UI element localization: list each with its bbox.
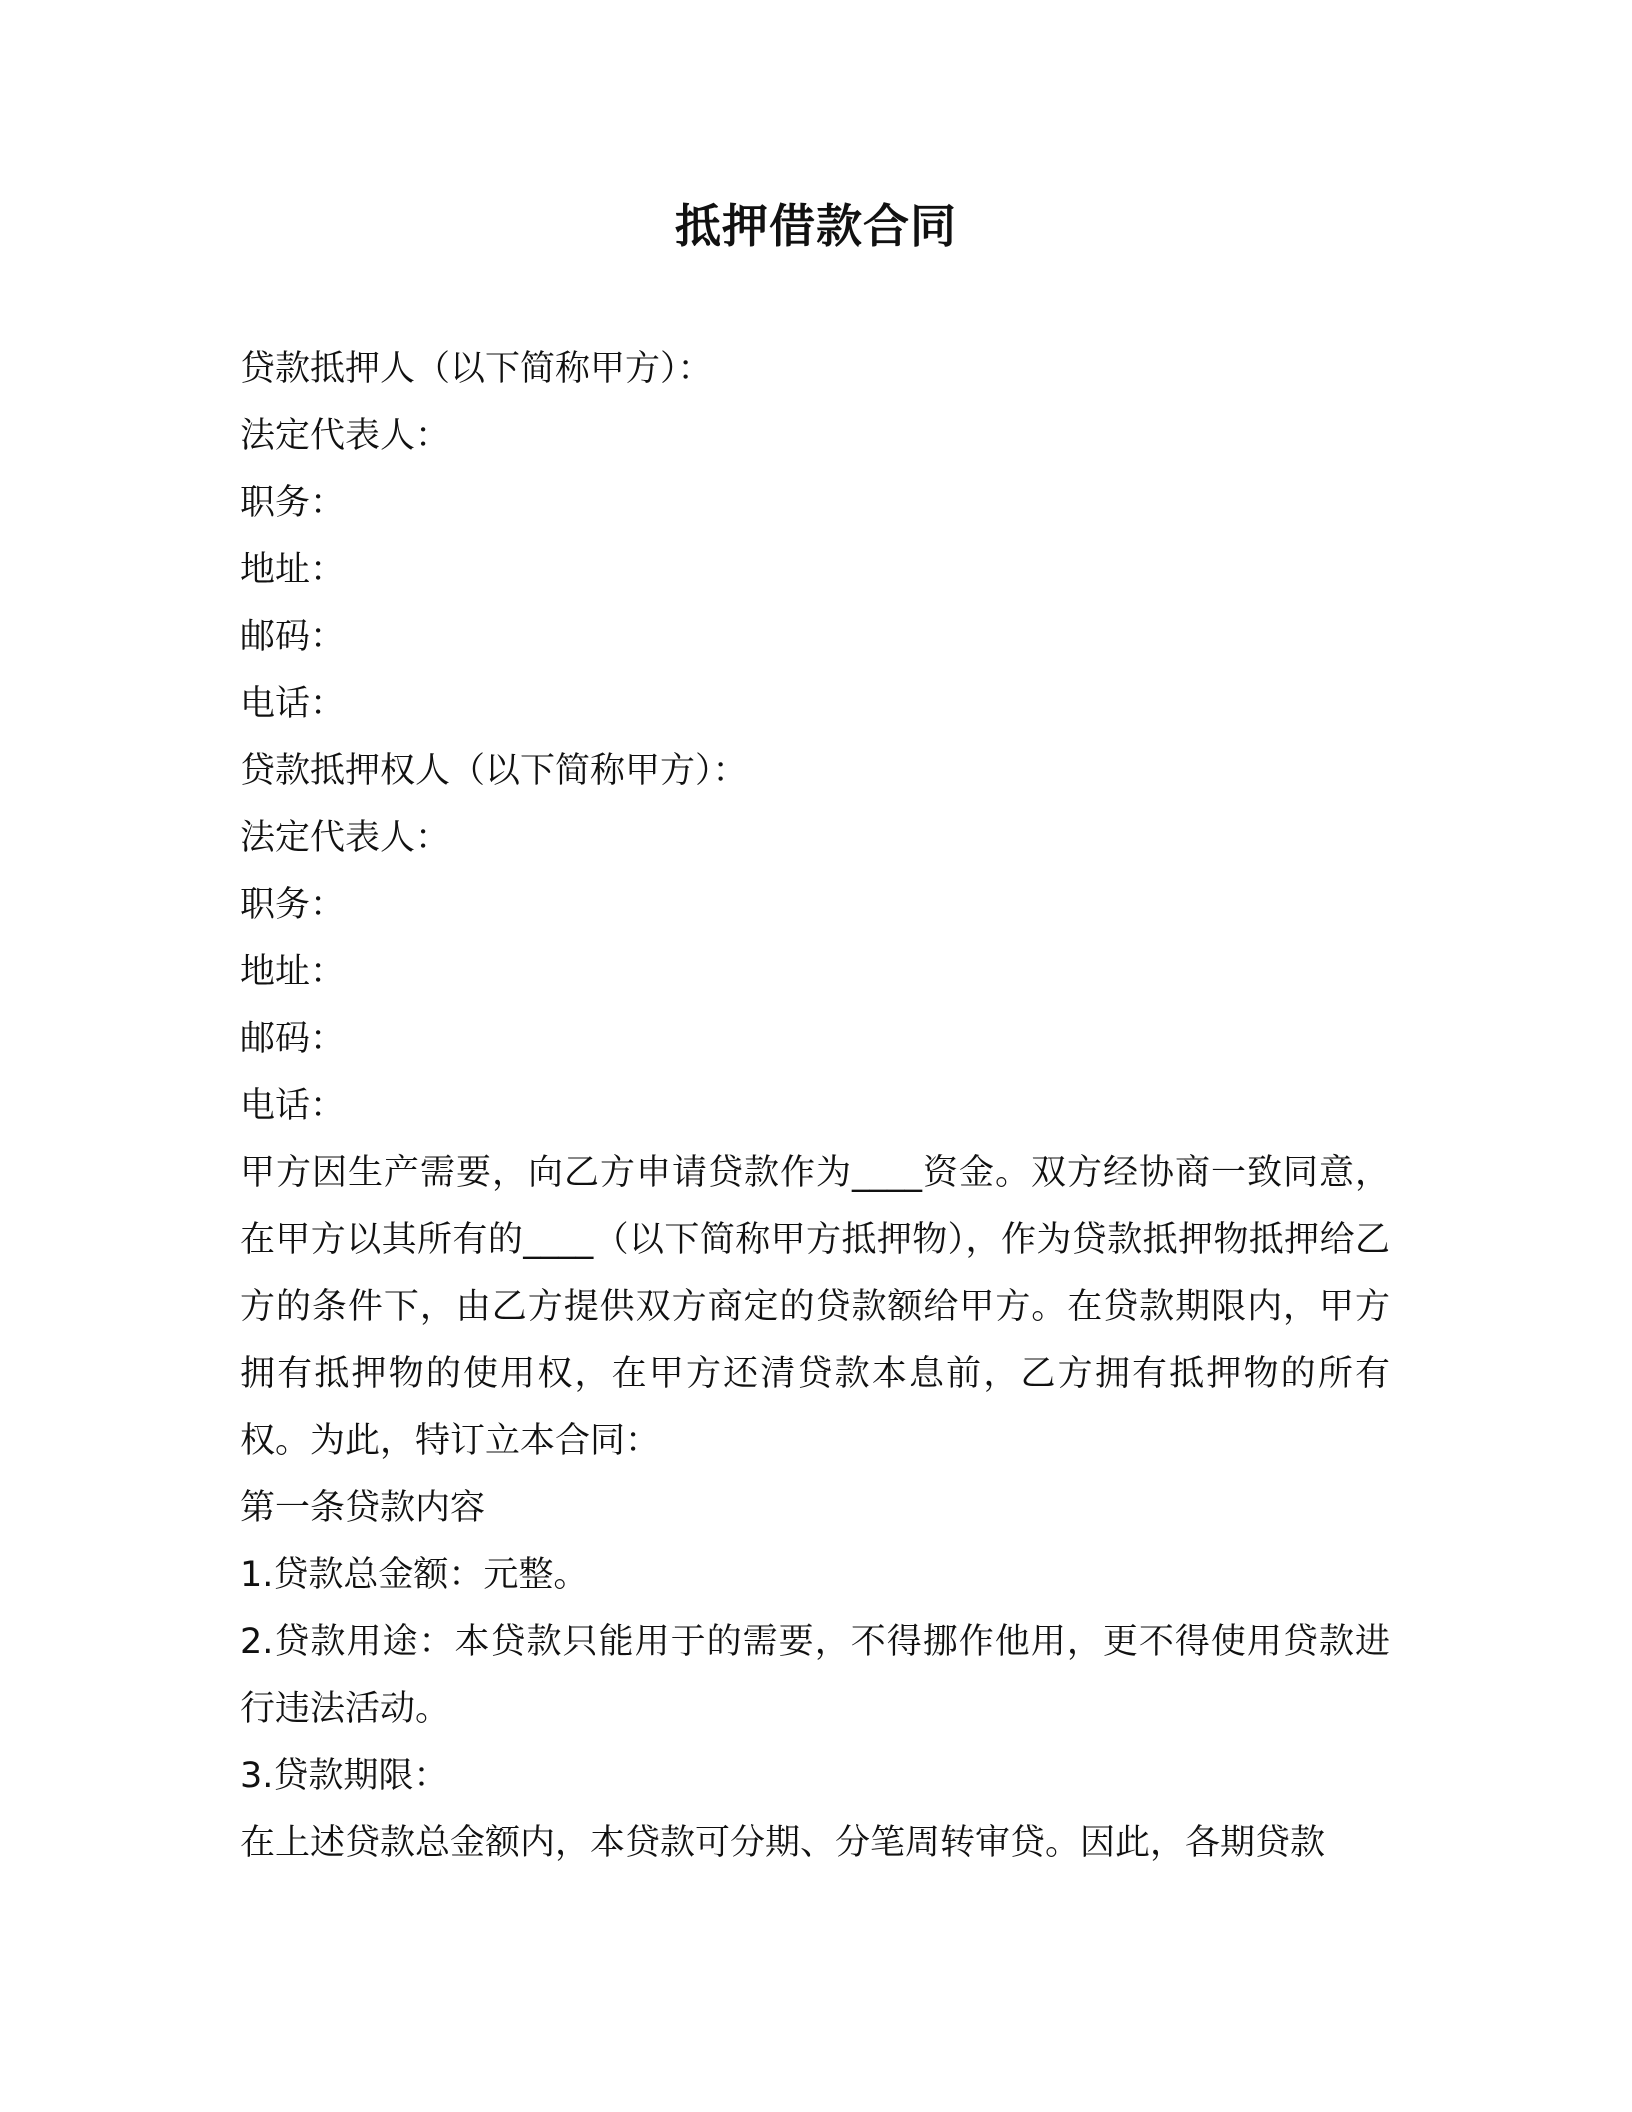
party-a-postcode: 邮码：	[240, 617, 346, 657]
article-1-item-3-detail: 在上述贷款总金额内，本贷款可分期、分笔周转审贷。因此，各期贷款	[240, 1823, 1326, 1863]
party-a-address: 地址：	[240, 550, 346, 590]
party-b-heading: 贷款抵押权人（以下简称甲方）：	[240, 751, 748, 791]
party-a-position: 职务：	[240, 483, 346, 523]
party-b-phone: 电话：	[240, 1086, 346, 1126]
party-a-phone: 电话：	[240, 684, 346, 724]
document-title: 抵押借款合同	[675, 199, 957, 253]
party-a-representative: 法定代表人：	[240, 416, 451, 456]
article-1-item-2: 2.贷款用途：本贷款只能用于的需要，不得挪作他用，更不得使用贷款进行违法活动。	[240, 1622, 1390, 1729]
party-b-address: 地址：	[240, 952, 346, 992]
party-a-heading: 贷款抵押人（以下简称甲方）：	[240, 349, 713, 389]
party-b-postcode: 邮码：	[240, 1019, 346, 1059]
party-b-representative: 法定代表人：	[240, 818, 451, 858]
article-1-item-1: 1.贷款总金额：元整。	[240, 1555, 589, 1595]
intro-paragraph: 甲方因生产需要，向乙方申请贷款作为____资金。双方经协商一致同意，在甲方以其所有的____（以下简称甲方抵押物），作为贷款抵押物抵押给乙方的条件下，由乙方提供双方商定的贷款额给甲方。在贷款期限内，甲方拥有抵押物的使用权，在甲方还清贷款本息前，乙方拥有抵押物的所有权。为此，特订立本合同：	[240, 1153, 1390, 1461]
article-1-heading: 第一条贷款内容	[240, 1488, 486, 1528]
article-1-item-3: 3.贷款期限：	[240, 1756, 449, 1796]
document-body	[240, 336, 1390, 1877]
party-b-position: 职务：	[240, 885, 346, 925]
